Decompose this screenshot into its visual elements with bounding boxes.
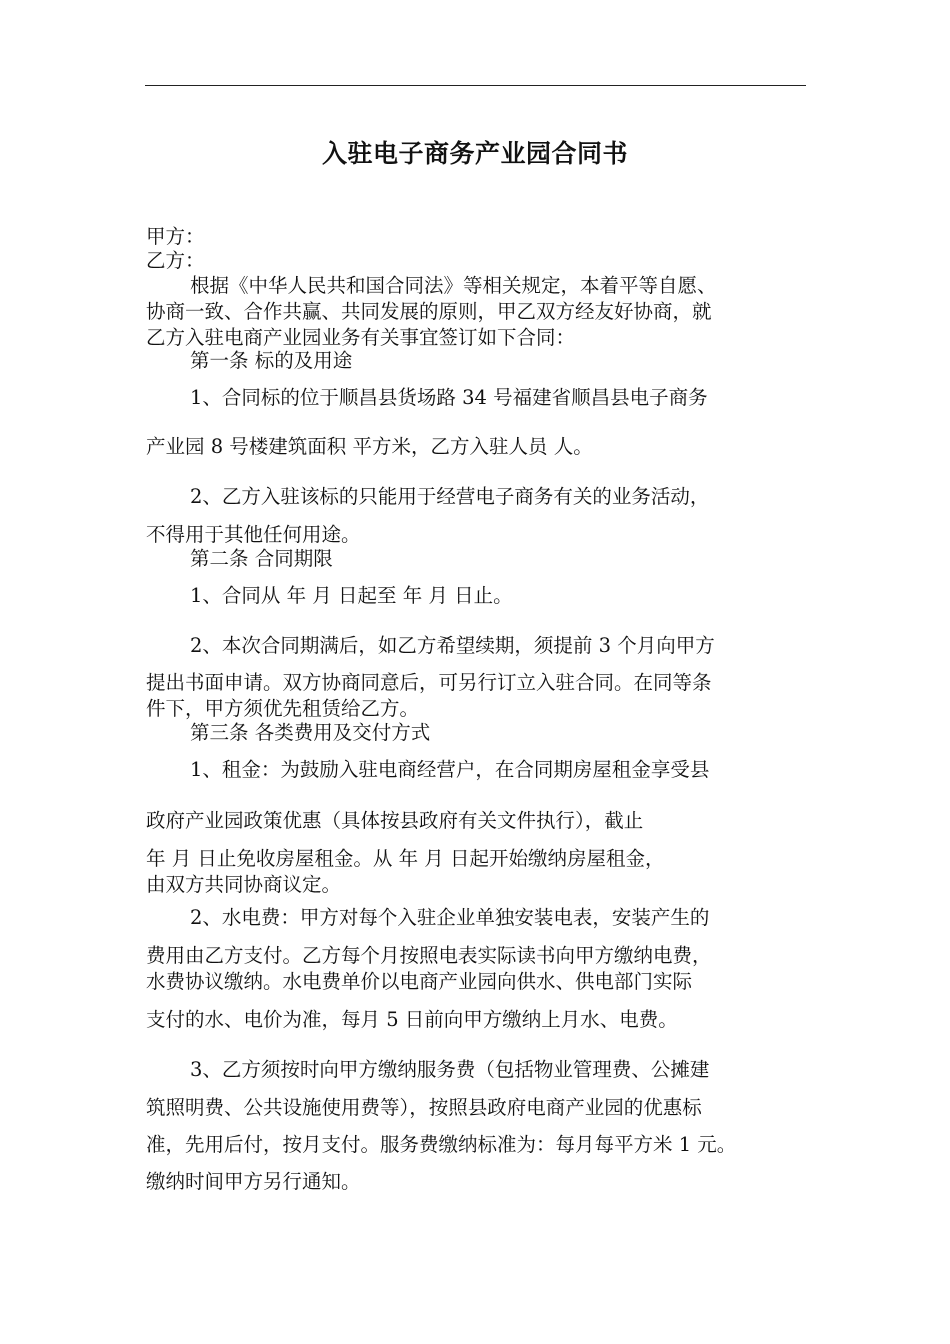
header-rule bbox=[145, 85, 806, 86]
document-title: 入驻电子商务产业园合同书 bbox=[321, 139, 628, 168]
article-3-clause-2-line-1: 2、水电费：甲方对每个入驻企业单独安装电表，安装产生的 bbox=[190, 906, 710, 929]
article-3-clause-1-line-2: 政府产业园政策优惠（具体按县政府有关文件执行），截止 bbox=[146, 809, 644, 832]
article-3-clause-1-line-4: 由双方共同协商议定。 bbox=[146, 873, 342, 896]
article-2-clause-2-line-3: 件下，甲方须优先租赁给乙方。 bbox=[146, 697, 420, 720]
article-2-clause-2-line-2: 提出书面申请。双方协商同意后，可另行订立入驻合同。在同等条 bbox=[146, 671, 712, 694]
article-1-clause-1-line-2: 产业园 8 号楼建筑面积 平方米，乙方入驻人员 人。 bbox=[146, 435, 593, 458]
preamble-line-1: 根据《中华人民共和国合同法》等相关规定，本着平等自愿、 bbox=[190, 274, 717, 297]
article-3-clause-1-line-1: 1、租金：为鼓励入驻电商经营户，在合同期房屋租金享受县 bbox=[190, 758, 710, 781]
article-3-clause-1-line-3: 年 月 日止免收房屋租金。从 年 月 日起开始缴纳房屋租金， bbox=[146, 847, 665, 870]
preamble-line-2: 协商一致、合作共赢、共同发展的原则，甲乙双方经友好协商，就 bbox=[146, 300, 712, 323]
article-2-heading: 第二条 合同期限 bbox=[190, 547, 333, 570]
article-1-clause-2-line-2: 不得用于其他任何用途。 bbox=[146, 523, 361, 546]
article-3-clause-3-line-4: 缴纳时间甲方另行通知。 bbox=[146, 1170, 361, 1193]
article-3-clause-2-line-2: 费用由乙方支付。乙方每个月按照电表实际读书向甲方缴纳电费， bbox=[146, 944, 712, 967]
party-b-line: 乙方： bbox=[146, 249, 205, 272]
article-3-heading: 第三条 各类费用及交付方式 bbox=[190, 721, 431, 744]
article-1-clause-2-line-1: 2、乙方入驻该标的只能用于经营电子商务有关的业务活动， bbox=[190, 485, 710, 508]
article-3-clause-2-line-3: 水费协议缴纳。水电费单价以电商产业园向供水、供电部门实际 bbox=[146, 970, 693, 993]
article-1-clause-1-line-1: 1、合同标的位于顺昌县货场路 34 号福建省顺昌县电子商务 bbox=[190, 386, 708, 409]
article-2-clause-2-line-1: 2、本次合同期满后，如乙方希望续期，须提前 3 个月向甲方 bbox=[190, 634, 715, 657]
article-2-clause-1: 1、合同从 年 月 日起至 年 月 日止。 bbox=[190, 584, 513, 607]
article-1-heading: 第一条 标的及用途 bbox=[190, 349, 353, 372]
article-3-clause-2-line-4: 支付的水、电价为准，每月 5 日前向甲方缴纳上月水、电费。 bbox=[146, 1008, 678, 1031]
preamble-line-3: 乙方入驻电商产业园业务有关事宜签订如下合同： bbox=[146, 326, 576, 349]
party-a-line: 甲方： bbox=[146, 225, 205, 248]
article-3-clause-3-line-2: 筑照明费、公共设施使用费等），按照县政府电商产业园的优惠标 bbox=[146, 1096, 702, 1119]
article-3-clause-3-line-1: 3、乙方须按时向甲方缴纳服务费（包括物业管理费、公摊建 bbox=[190, 1058, 710, 1081]
article-3-clause-3-line-3: 准，先用后付，按月支付。服务费缴纳标准为：每月每平方米 1 元。 bbox=[146, 1133, 737, 1156]
